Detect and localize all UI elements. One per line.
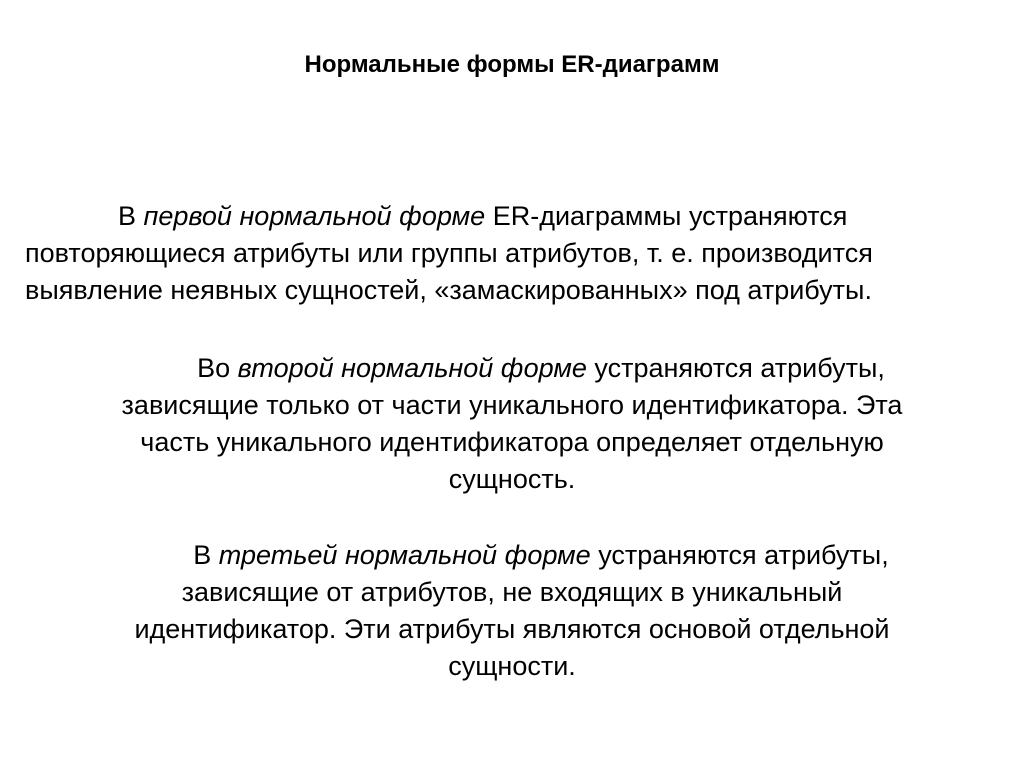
emphasized-term: второй нормальной форме [237, 353, 587, 383]
paragraph-line [0, 350, 1024, 387]
paragraph-line: выявление неявных сущностей, «замаскированных» под атрибуты. [25, 275, 872, 305]
line-text: ER-диаграммы устраняются [485, 201, 848, 231]
paragraph-line: сущность. [448, 464, 576, 494]
emphasized-term: третьей нормальной форме [218, 540, 591, 570]
paragraph-line: зависящие от атрибутов, не входящих в уникальный [181, 577, 843, 607]
paragraph-line: сущности. [448, 651, 576, 681]
line-text: устраняются атрибуты, [586, 353, 885, 383]
paragraph-first-normal-form [0, 198, 1024, 309]
line-text: В [193, 540, 219, 570]
paragraph-line [0, 537, 1024, 574]
paragraph-second-normal-form [0, 350, 1024, 498]
line-text: устраняются атрибуты, [590, 540, 889, 570]
line-text: Во [197, 353, 238, 383]
slide-title: Нормальные формы ER-диаграмм [304, 51, 720, 78]
paragraph-line: зависящие только от части уникального идентификатора. Эта [121, 390, 903, 420]
line-text: В [118, 201, 144, 231]
paragraph-line: идентификатор. Эти атрибуты являются основой отдельной [134, 614, 890, 644]
paragraph-line [0, 198, 1024, 235]
paragraph-line: повторяющиеся атрибуты или группы атрибутов, т. е. производится [25, 238, 873, 268]
emphasized-term: первой нормальной форме [143, 201, 486, 231]
paragraph-line: часть уникального идентификатора определяет отдельную [140, 427, 884, 457]
paragraph-third-normal-form [0, 537, 1024, 685]
